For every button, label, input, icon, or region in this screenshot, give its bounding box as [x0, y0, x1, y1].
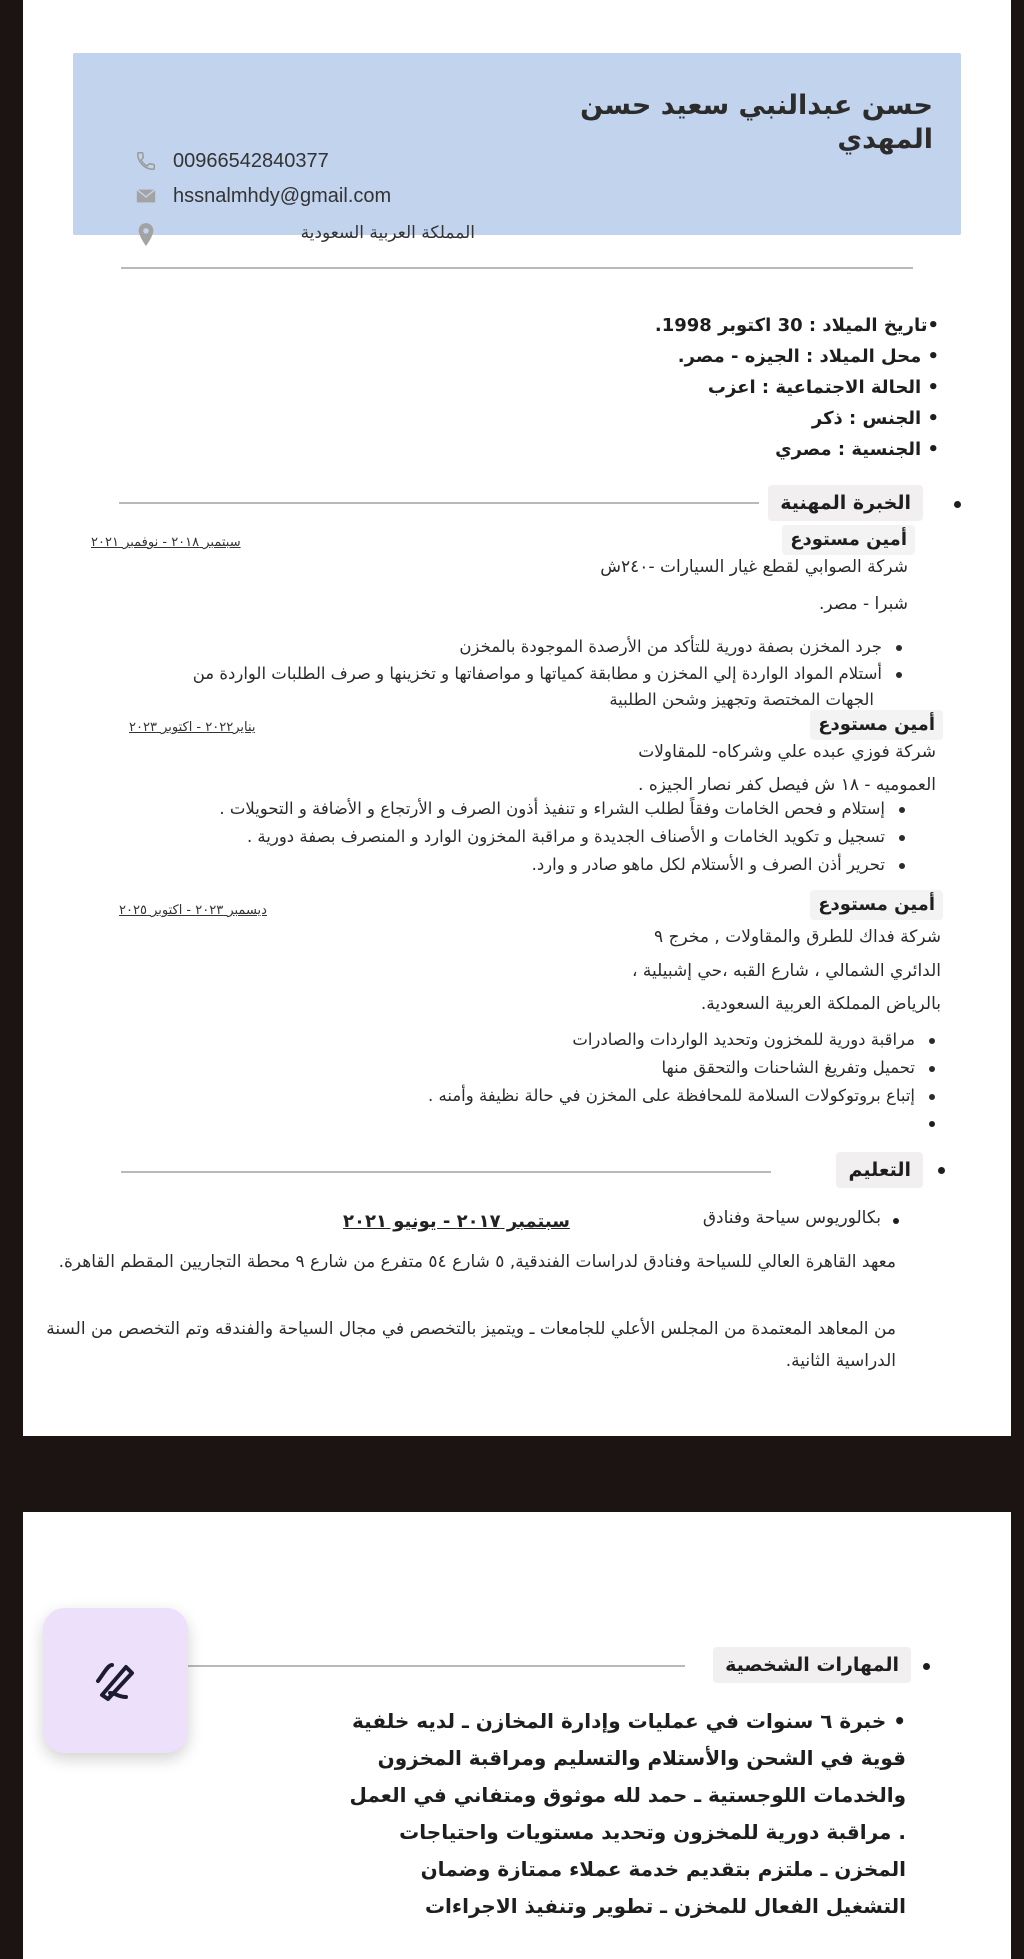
gender: • الجنس : ذكر	[811, 408, 939, 429]
section-title-experience: الخبرة المهنية	[768, 485, 923, 521]
empty-bullet	[929, 1121, 935, 1127]
job-title: أمين مستودع	[810, 890, 943, 920]
job-duties	[71, 795, 911, 879]
job-date: يناير٢٠٢٢ - اكتوبر ٢٠٢٣	[129, 720, 256, 735]
job-date: ديسمبر ٢٠٢٣ - اكتوبر ٢٠٢٥	[119, 903, 267, 918]
location-text: المملكة العربية السعودية	[300, 223, 475, 243]
list-item: جرد المخزن بصفة دورية للتأكد من الأرصدة الموجودة بالمخزن	[68, 633, 908, 660]
bullet	[893, 1218, 899, 1224]
birth-place: • محل الميلاد : الجيزه - مصر.	[677, 346, 939, 367]
email-row	[135, 182, 475, 212]
mail-icon	[135, 185, 157, 207]
phone-row	[135, 147, 475, 177]
candidate-name: حسن عبدالنبي سعيد حسن المهدي	[580, 90, 933, 155]
marital-status: • الحالة الاجتماعية : اعزب	[707, 377, 939, 398]
education-note: من المعاهد المعتمدة من المجلس الأعلي للجامعات ـ ويتميز بالتخصص في مجال السياحة والفندقه وتم التخصص من السنة الدراسية الثانية.	[46, 1319, 896, 1371]
location-row	[135, 219, 475, 249]
list-item: إستلام و فحص الخامات وفقاً لطلب الشراء و تنفيذ أذون الصرف و الأرتجاع و الأضافة و التحويلات .	[71, 795, 911, 823]
job-duty-continued: الجهات المختصة وتجهيز وشحن الطلبية	[609, 690, 874, 709]
divider	[165, 1665, 685, 1667]
list-item: إتباع بروتوكولات السلامة للمحافظة على المخزن في حالة نظيفة وأمنه .	[101, 1082, 941, 1110]
list-item: تحميل وتفريغ الشاحنات والتحقق منها	[101, 1054, 941, 1082]
job-title: أمين مستودع	[782, 525, 915, 555]
list-item: تحرير أذن الصرف و الأستلام لكل ماهو صادر و وارد.	[71, 851, 911, 879]
divider	[119, 502, 759, 504]
education-degree: بكالوريوس سياحة وفنادق	[702, 1208, 881, 1228]
bullet	[954, 501, 961, 508]
phone-number: 00966542840377	[173, 150, 329, 172]
email-address: hssnalmhdy@gmail.com	[173, 185, 392, 207]
job-address: العموميه - ١٨ ش فيصل كفر نصار الجيزه .	[638, 775, 936, 795]
skills-text: • خبرة ٦ سنوات في عمليات وإدارة المخازن ـ لديه خلفية قوية في الشحن والأستلام والتسليم ومراقبة المخزون والخدمات اللوجستية ـ حمد لله موثوق ومتفاني في العمل . مراقبة دورية للمخزون وتحديد مستويات واحتياجات المخزن ـ ملتزم بتقديم خدمة عملاء ممتازة وضمان التشغيل الفعال للمخزن ـ تطوير وتنفيذ الاجراءات	[349, 1709, 906, 1918]
nationality: • الجنسية : مصري	[775, 439, 939, 460]
contact-header	[73, 53, 961, 243]
education-institute: معهد القاهرة العالي للسياحة وفنادق لدراسات الفندقية, ٥ شارع ٥٤ متفرع من شارع ٩ محطة التجاريين المقطم القاهرة.	[58, 1252, 896, 1272]
job-company: شركة الصوابي لقطع غيار السيارات -٢٤٠ش	[600, 557, 908, 577]
job-address: الدائري الشمالي ، شارع القبه ،حي إشبيلية ،	[632, 961, 941, 981]
edit-floating-button[interactable]	[43, 1608, 188, 1753]
edit-pen-icon	[88, 1653, 144, 1709]
job-company: شركة فداك للطرق والمقاولات , مخرج ٩	[654, 927, 941, 947]
resume-page-1	[23, 0, 1011, 1436]
birth-date: •تاريخ الميلاد : 30 اكتوبر 1998.	[654, 315, 939, 336]
job-duties	[68, 633, 908, 687]
list-item: تسجيل و تكويد الخامات و الأصناف الجديدة و مراقبة المخزون الوارد و المنصرف بصفة دورية .	[71, 823, 911, 851]
job-date: سبتمبر ٢٠١٨ - نوفمبر ٢٠٢١	[91, 535, 241, 550]
location-pin-icon	[135, 222, 157, 244]
divider	[121, 1171, 771, 1173]
job-title: أمين مستودع	[810, 710, 943, 740]
job-duties	[101, 1026, 941, 1110]
job-company: شركة فوزي عبده علي وشركاه- للمقاولات	[638, 742, 936, 762]
bullet	[923, 1663, 930, 1670]
list-item: أستلام المواد الواردة إلي المخزن و مطابقة كمياتها و مواصفاتها و تخزينها و صرف الطلبات الواردة من	[68, 660, 908, 687]
job-address: شبرا - مصر.	[818, 594, 908, 614]
education-date: سبتمبر ٢٠١٧ - يونيو ٢٠٢١	[343, 1211, 570, 1232]
section-title-education: التعليم	[836, 1152, 923, 1188]
section-title-skills: المهارات الشخصية	[713, 1647, 911, 1683]
phone-icon	[135, 150, 157, 172]
divider	[121, 267, 913, 269]
bullet	[938, 1167, 945, 1174]
job-address: بالرياض المملكة العربية السعودية.	[700, 994, 941, 1014]
personal-info	[239, 310, 939, 465]
list-item: مراقبة دورية للمخزون وتحديد الواردات والصادرات	[101, 1026, 941, 1054]
